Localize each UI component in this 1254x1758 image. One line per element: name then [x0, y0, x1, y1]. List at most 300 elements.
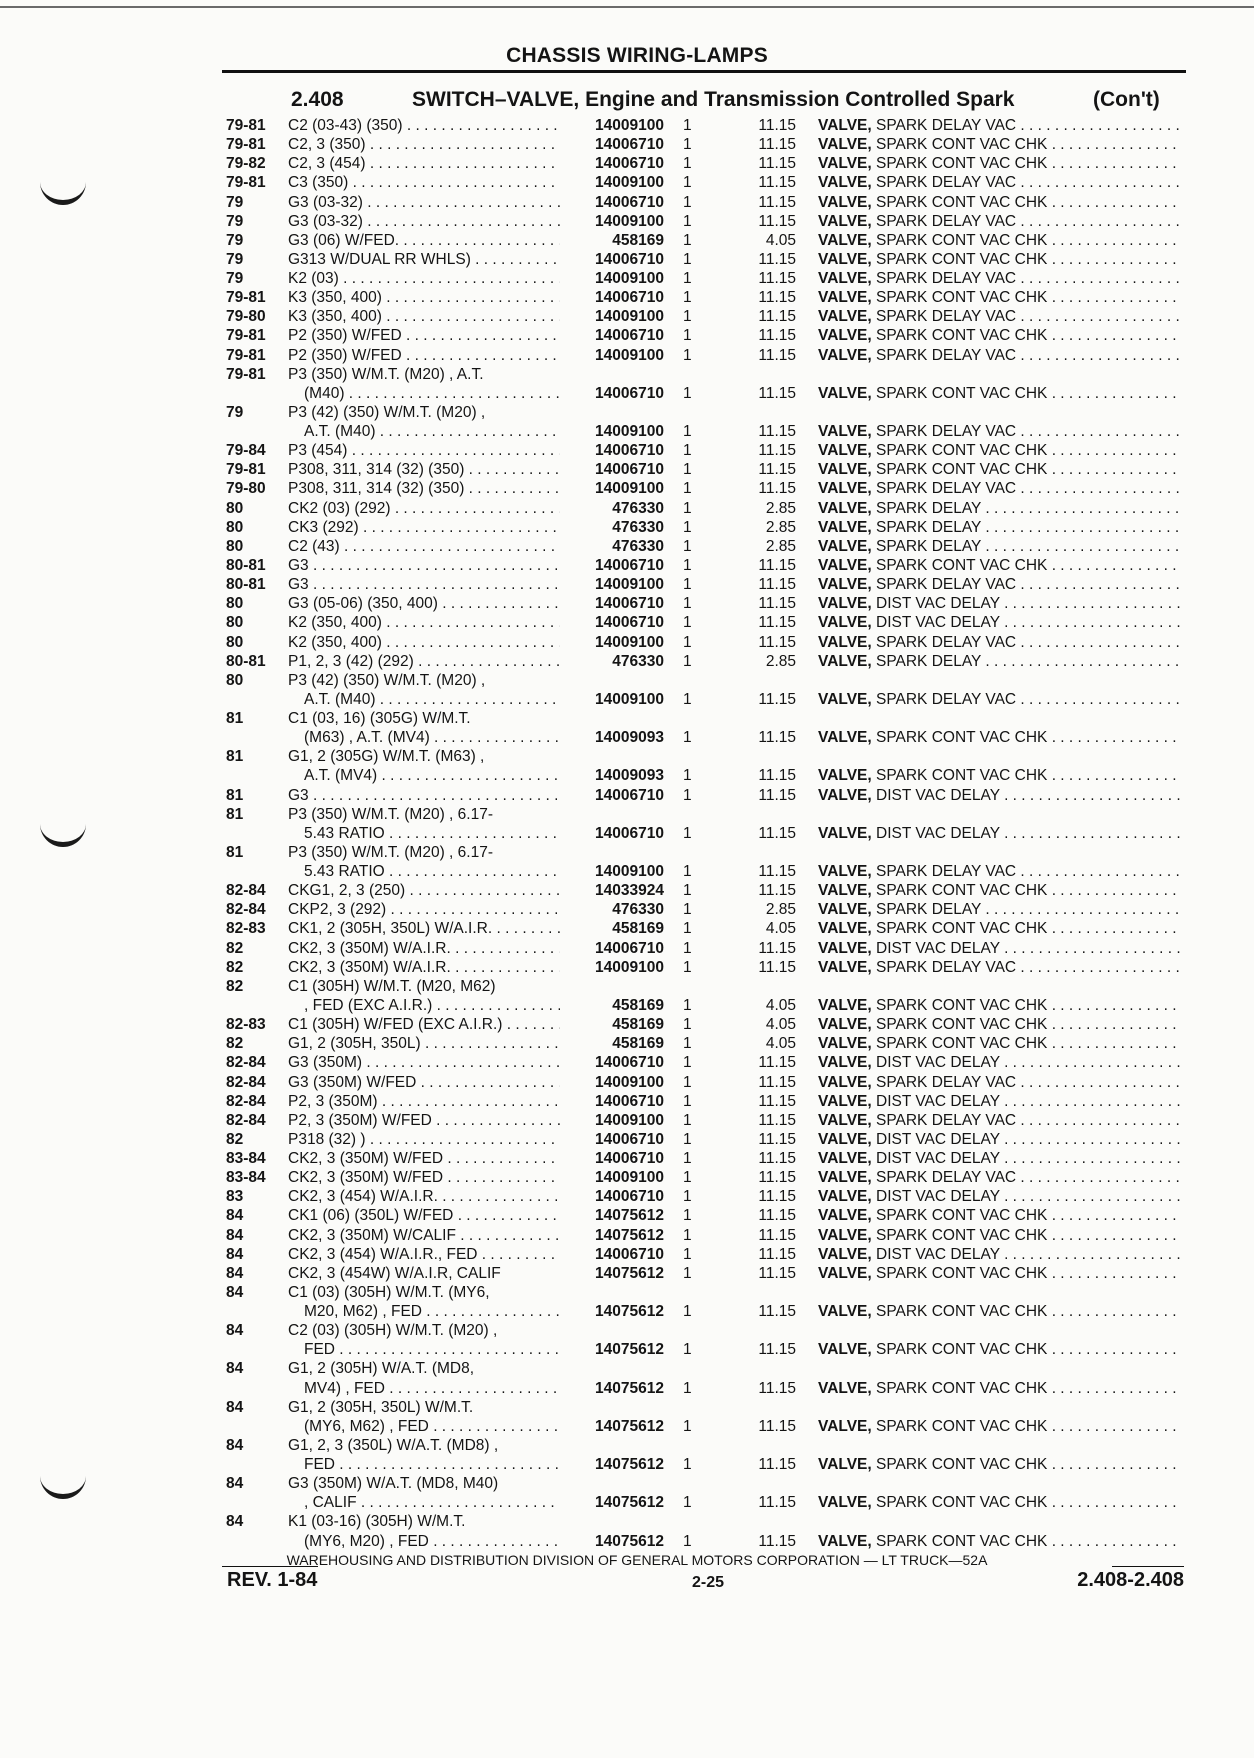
application-description: C2 (43) . . . [288, 537, 560, 556]
part-number: 14009100 [595, 480, 664, 498]
part-number: 14006710 [595, 1092, 664, 1110]
application-description: (M40) . . . [304, 384, 560, 403]
part-name-type: VALVE, [818, 250, 872, 268]
table-row [0, 441, 1254, 460]
model-year: 79-81 [226, 117, 266, 134]
part-name-detail: DIST VAC DELAY [871, 1092, 1000, 1110]
part-name-detail: SPARK CONT VAC CHK [871, 327, 1048, 345]
model-year: 82 [226, 1130, 244, 1148]
part-name-detail: SPARK CONT VAC CHK [871, 996, 1048, 1014]
part-name [818, 1149, 1182, 1168]
application-description: P2, 3 (350M) W/FED . . . [288, 1111, 560, 1130]
table-row [0, 1512, 1254, 1531]
part-number: 14006710 [595, 1130, 664, 1148]
price: 11.15 [758, 1226, 796, 1244]
table-row [0, 250, 1254, 269]
quantity: 1 [683, 652, 692, 670]
part-name-type: VALVE, [818, 193, 872, 211]
part-name-detail: DIST VAC DELAY [871, 1188, 1000, 1206]
quantity: 1 [683, 327, 692, 345]
part-name-detail: SPARK DELAY [871, 652, 982, 670]
part-name [818, 288, 1182, 307]
part-name-detail: DIST VAC DELAY [871, 939, 1000, 957]
price: 2.85 [765, 652, 796, 670]
price: 11.15 [758, 1073, 796, 1091]
part-name [818, 728, 1182, 747]
part-name-detail: SPARK CONT VAC CHK [871, 1016, 1048, 1034]
part-name-type: VALVE, [818, 461, 872, 479]
table-row [0, 1092, 1254, 1111]
quantity: 1 [683, 1207, 692, 1225]
part-name-detail: SPARK CONT VAC CHK [871, 442, 1048, 460]
part-name-detail: SPARK CONT VAC CHK [871, 1379, 1048, 1397]
part-number: 14075612 [595, 1303, 664, 1321]
quantity: 1 [683, 1264, 692, 1282]
part-name-detail: SPARK CONT VAC CHK [871, 231, 1048, 249]
quantity: 1 [683, 614, 692, 632]
table-row [0, 919, 1254, 938]
part-number: 458169 [612, 1035, 664, 1053]
part-name-detail: SPARK DELAY VAC [871, 1073, 1017, 1091]
part-name [818, 135, 1182, 154]
price: 4.05 [765, 1016, 796, 1034]
part-name-type: VALVE, [818, 117, 872, 134]
table-row [0, 747, 1254, 766]
part-number: 14006710 [595, 461, 664, 479]
part-name-detail: SPARK CONT VAC CHK [871, 289, 1048, 307]
price: 11.15 [758, 958, 796, 976]
model-year: 79-82 [226, 155, 266, 173]
table-row-continuation [0, 996, 1254, 1015]
price: 11.15 [758, 1494, 796, 1512]
part-name-type: VALVE, [818, 1111, 872, 1129]
price: 11.15 [758, 346, 796, 364]
application-description: (MY6, M62) , FED . . . [304, 1417, 560, 1436]
part-name [818, 1302, 1182, 1321]
part-number: 14075612 [595, 1494, 664, 1512]
price: 11.15 [758, 614, 796, 632]
model-year: 79-84 [226, 442, 266, 460]
application-description: P3 (350) W/M.T. (M20) , 6.17- [288, 843, 493, 861]
part-name-detail: SPARK CONT VAC CHK [871, 136, 1048, 154]
quantity: 1 [683, 767, 692, 785]
price: 11.15 [758, 595, 796, 613]
application-description: G1, 2 (305H, 350L) . . . [288, 1034, 560, 1053]
model-year: 79 [226, 193, 244, 211]
application-description: CK2, 3 (454) W/A.I.R. . . . [288, 1187, 560, 1206]
part-name-detail: DIST VAC DELAY [871, 786, 1000, 804]
part-name-detail: SPARK CONT VAC CHK [871, 920, 1048, 938]
model-year: 82 [226, 1035, 244, 1053]
part-name [818, 652, 1182, 671]
price: 11.15 [758, 1207, 796, 1225]
application-description: C3 (350) . . . [288, 173, 560, 192]
part-name-detail: SPARK DELAY VAC [871, 633, 1017, 651]
model-year: 81 [226, 710, 244, 728]
table-row [0, 1149, 1254, 1168]
quantity: 1 [683, 537, 692, 555]
model-year: 83 [226, 1188, 244, 1206]
part-name-detail: SPARK CONT VAC CHK [871, 1226, 1048, 1244]
quantity: 1 [683, 461, 692, 479]
model-year: 82-84 [226, 1111, 266, 1129]
application-description: P1, 2, 3 (42) (292) . . . [288, 652, 560, 671]
model-year: 82-83 [226, 920, 266, 938]
part-name [818, 231, 1182, 250]
table-row [0, 460, 1254, 479]
part-name-type: VALVE, [818, 958, 872, 976]
part-name [818, 422, 1182, 441]
application-description: C1 (03, 16) (305G) W/M.T. [288, 710, 471, 728]
part-name-detail: SPARK CONT VAC CHK [871, 1456, 1048, 1474]
application-description: P308, 311, 314 (32) (350) . . . [288, 460, 560, 479]
table-row [0, 1053, 1254, 1072]
table-row [0, 556, 1254, 575]
model-year: 82 [226, 939, 244, 957]
part-name-type: VALVE, [818, 863, 872, 881]
price: 2.85 [765, 901, 796, 919]
part-number: 14006710 [595, 824, 664, 842]
part-name [818, 1187, 1182, 1206]
price: 11.15 [758, 1245, 796, 1263]
part-name-detail: SPARK CONT VAC CHK [871, 1207, 1048, 1225]
part-name [818, 1340, 1182, 1359]
part-name [818, 919, 1182, 938]
part-number: 14006710 [595, 614, 664, 632]
application-description: P3 (42) (350) W/M.T. (M20) , [288, 671, 486, 689]
part-name [818, 1034, 1182, 1053]
quantity: 1 [683, 1150, 692, 1168]
application-description: CK1, 2 (305H, 350L) W/A.I.R. . . . [288, 919, 560, 938]
part-name-detail: SPARK DELAY VAC [871, 958, 1017, 976]
price: 11.15 [758, 1264, 796, 1282]
price: 11.15 [758, 729, 796, 747]
application-description: MV4) , FED . . . [304, 1379, 560, 1398]
part-name [818, 1379, 1182, 1398]
price: 11.15 [758, 690, 796, 708]
part-number: 458169 [612, 920, 664, 938]
table-row [0, 1359, 1254, 1378]
application-description: G3 (06) W/FED. . . . [288, 231, 560, 250]
part-number: 14009100 [595, 346, 664, 364]
model-year: 79-81 [226, 327, 266, 345]
quantity: 1 [683, 1245, 692, 1263]
quantity: 1 [683, 1379, 692, 1397]
part-name-type: VALVE, [818, 1341, 872, 1359]
part-name-type: VALVE, [818, 1245, 872, 1263]
price: 11.15 [758, 289, 796, 307]
quantity: 1 [683, 901, 692, 919]
part-number: 14006710 [595, 442, 664, 460]
table-row [0, 900, 1254, 919]
model-year: 81 [226, 843, 244, 861]
part-name [818, 346, 1182, 365]
price: 11.15 [758, 117, 796, 134]
part-name-type: VALVE, [818, 576, 872, 594]
table-row [0, 1034, 1254, 1053]
table-row [0, 805, 1254, 824]
price: 11.15 [758, 1417, 796, 1435]
model-year: 79-81 [226, 289, 266, 307]
part-name-type: VALVE, [818, 595, 872, 613]
part-number: 14006710 [595, 1188, 664, 1206]
table-row [0, 709, 1254, 728]
application-description: G1, 2 (305H) W/A.T. (MD8, [288, 1360, 475, 1378]
quantity: 1 [683, 1226, 692, 1244]
table-row-continuation [0, 1455, 1254, 1474]
part-name-detail: SPARK DELAY VAC [871, 690, 1017, 708]
application-description: CK2 (03) (292) . . . [288, 499, 560, 518]
part-name-type: VALVE, [818, 1073, 872, 1091]
part-name-detail: SPARK DELAY VAC [871, 863, 1017, 881]
price: 11.15 [758, 863, 796, 881]
part-name-type: VALVE, [818, 690, 872, 708]
part-name-type: VALVE, [818, 1264, 872, 1282]
price: 11.15 [758, 1456, 796, 1474]
quantity: 1 [683, 633, 692, 651]
price: 11.15 [758, 1150, 796, 1168]
quantity: 1 [683, 1111, 692, 1129]
price: 11.15 [758, 1532, 796, 1550]
model-year: 80 [226, 518, 244, 536]
part-number: 14075612 [595, 1207, 664, 1225]
table-row [0, 1474, 1254, 1493]
application-description: A.T. (MV4) . . . [304, 766, 560, 785]
part-name [818, 556, 1182, 575]
model-year: 80-81 [226, 556, 266, 574]
part-name-type: VALVE, [818, 537, 872, 555]
part-name [818, 1206, 1182, 1225]
model-year: 80 [226, 671, 244, 689]
table-row-continuation [0, 1302, 1254, 1321]
table-row [0, 173, 1254, 192]
part-name-detail: SPARK CONT VAC CHK [871, 1417, 1048, 1435]
part-name [818, 900, 1182, 919]
section-title: SWITCH–VALVE, Engine and Transmission Controlled Spark [412, 88, 1015, 111]
application-description: P3 (350) W/M.T. (M20) , A.T. [288, 365, 484, 383]
price: 11.15 [758, 633, 796, 651]
footer-rule-left [222, 1566, 318, 1567]
price: 11.15 [758, 1379, 796, 1397]
application-description: C1 (305H) W/M.T. (M20, M62) [288, 977, 496, 995]
quantity: 1 [683, 1303, 692, 1321]
price: 11.15 [758, 786, 796, 804]
quantity: 1 [683, 576, 692, 594]
part-name [818, 1053, 1182, 1072]
price: 11.15 [758, 155, 796, 173]
quantity: 1 [683, 231, 692, 249]
part-name-detail: SPARK DELAY VAC [871, 1111, 1017, 1129]
model-year: 79-81 [226, 365, 266, 383]
table-row-continuation [0, 384, 1254, 403]
part-name-type: VALVE, [818, 1532, 872, 1550]
application-description: CK2, 3 (454W) W/A.I.R, CALIF [288, 1264, 501, 1282]
part-number: 14075612 [595, 1532, 664, 1550]
model-year: 80 [226, 595, 244, 613]
model-year: 84 [226, 1322, 244, 1340]
table-row-continuation [0, 1379, 1254, 1398]
price: 11.15 [758, 1111, 796, 1129]
part-name [818, 269, 1182, 288]
part-name-type: VALVE, [818, 614, 872, 632]
part-name-type: VALVE, [818, 1016, 872, 1034]
part-name [818, 1073, 1182, 1092]
application-description: C2, 3 (350) . . . [288, 135, 560, 154]
part-number: 476330 [612, 499, 664, 517]
application-description: FED . . . [304, 1340, 560, 1359]
part-number: 14006710 [595, 1054, 664, 1072]
price: 11.15 [758, 1303, 796, 1321]
quantity: 1 [683, 270, 692, 288]
part-name-detail: DIST VAC DELAY [871, 1054, 1000, 1072]
part-name-detail: SPARK DELAY [871, 518, 982, 536]
model-year: 84 [226, 1475, 244, 1493]
part-number: 14006710 [595, 556, 664, 574]
part-name [818, 1417, 1182, 1436]
table-row [0, 346, 1254, 365]
application-description: G3 . . . [288, 575, 560, 594]
price: 11.15 [758, 1188, 796, 1206]
part-number: 14075612 [595, 1456, 664, 1474]
part-name-detail: SPARK DELAY [871, 901, 982, 919]
application-description: , CALIF . . . [304, 1493, 560, 1512]
part-name-type: VALVE, [818, 939, 872, 957]
part-number: 14006710 [595, 786, 664, 804]
part-name-type: VALVE, [818, 155, 872, 173]
part-number: 14006710 [595, 136, 664, 154]
application-description: CK2, 3 (350M) W/A.I.R. . . . [288, 958, 560, 977]
application-description: P2 (350) W/FED . . . [288, 346, 560, 365]
part-name [818, 613, 1182, 632]
table-row [0, 958, 1254, 977]
part-number: 14009100 [595, 174, 664, 192]
part-number: 14006710 [595, 193, 664, 211]
part-name-type: VALVE, [818, 1054, 872, 1072]
part-name-detail: SPARK CONT VAC CHK [871, 1303, 1048, 1321]
part-name-detail: SPARK CONT VAC CHK [871, 556, 1048, 574]
part-name-detail: SPARK DELAY VAC [871, 174, 1017, 192]
table-row-continuation [0, 1532, 1254, 1551]
application-description: CK2, 3 (350M) W/FED . . . [288, 1149, 560, 1168]
quantity: 1 [683, 1092, 692, 1110]
part-name [818, 1532, 1182, 1551]
part-name-type: VALVE, [818, 1035, 872, 1053]
part-name-detail: SPARK CONT VAC CHK [871, 193, 1048, 211]
application-description: G1, 2, 3 (350L) W/A.T. (MD8) , [288, 1436, 499, 1454]
quantity: 1 [683, 958, 692, 976]
part-name [818, 1111, 1182, 1130]
table-row [0, 1398, 1254, 1417]
table-row [0, 1187, 1254, 1206]
price: 11.15 [758, 767, 796, 785]
table-row [0, 1321, 1254, 1340]
part-name-detail: DIST VAC DELAY [871, 595, 1000, 613]
model-year: 79-80 [226, 308, 266, 326]
application-description: CK2, 3 (350M) W/A.I.R. . . . [288, 939, 560, 958]
application-description: G3 . . . [288, 786, 560, 805]
application-description: K1 (03-16) (305H) W/M.T. [288, 1513, 466, 1531]
part-name-type: VALVE, [818, 824, 872, 842]
model-year: 82-84 [226, 882, 266, 900]
application-description: G3 (03-32) . . . [288, 212, 560, 231]
part-name [818, 1015, 1182, 1034]
application-description: A.T. (M40) . . . [304, 690, 560, 709]
table-row-continuation [0, 1493, 1254, 1512]
part-name [818, 633, 1182, 652]
part-name [818, 1092, 1182, 1111]
part-name [818, 996, 1182, 1015]
model-year: 83-84 [226, 1150, 266, 1168]
application-description: CK3 (292) . . . [288, 518, 560, 537]
part-number: 14006710 [595, 327, 664, 345]
part-name-detail: SPARK DELAY VAC [871, 308, 1017, 326]
quantity: 1 [683, 289, 692, 307]
model-year: 84 [226, 1245, 244, 1263]
part-name [818, 1168, 1182, 1187]
model-year: 84 [226, 1513, 244, 1531]
table-row [0, 671, 1254, 690]
part-number: 14006710 [595, 939, 664, 957]
quantity: 1 [683, 518, 692, 536]
revision-label: REV. 1-84 [227, 1569, 318, 1591]
part-name-type: VALVE, [818, 231, 872, 249]
price: 11.15 [758, 576, 796, 594]
quantity: 1 [683, 556, 692, 574]
table-row-continuation [0, 862, 1254, 881]
price: 11.15 [758, 423, 796, 441]
part-name [818, 690, 1182, 709]
application-description: P318 (32) ) . . . [288, 1130, 560, 1149]
part-number: 14006710 [595, 1245, 664, 1263]
part-name [818, 193, 1182, 212]
part-name [818, 1493, 1182, 1512]
part-name-type: VALVE, [818, 767, 872, 785]
table-row [0, 499, 1254, 518]
part-name [818, 1245, 1182, 1264]
price: 11.15 [758, 1130, 796, 1148]
quantity: 1 [683, 193, 692, 211]
part-name [818, 824, 1182, 843]
part-number: 14009100 [595, 423, 664, 441]
part-number: 476330 [612, 537, 664, 555]
quantity: 1 [683, 1341, 692, 1359]
price: 11.15 [758, 939, 796, 957]
application-description: C2, 3 (454) . . . [288, 154, 560, 173]
part-name-type: VALVE, [818, 499, 872, 517]
model-year: 79 [226, 270, 244, 288]
quantity: 1 [683, 595, 692, 613]
part-name [818, 862, 1182, 881]
table-row [0, 193, 1254, 212]
part-name [818, 1455, 1182, 1474]
section-reference: 2.408-2.408 [1077, 1569, 1184, 1591]
price: 11.15 [758, 136, 796, 154]
table-row-continuation [0, 824, 1254, 843]
application-description: P3 (350) W/M.T. (M20) , 6.17- [288, 805, 493, 823]
table-row [0, 365, 1254, 384]
part-name-detail: SPARK DELAY VAC [871, 480, 1017, 498]
part-name [818, 958, 1182, 977]
application-description: G3 (350M) . . . [288, 1053, 560, 1072]
application-description: C1 (305H) W/FED (EXC A.I.R.) . . . [288, 1015, 560, 1034]
model-year: 84 [226, 1264, 244, 1282]
price: 11.15 [758, 882, 796, 900]
part-name-detail: SPARK DELAY VAC [871, 270, 1017, 288]
part-number: 14009100 [595, 1169, 664, 1187]
price: 11.15 [758, 1092, 796, 1110]
model-year: 79-81 [226, 174, 266, 192]
price: 11.15 [758, 308, 796, 326]
